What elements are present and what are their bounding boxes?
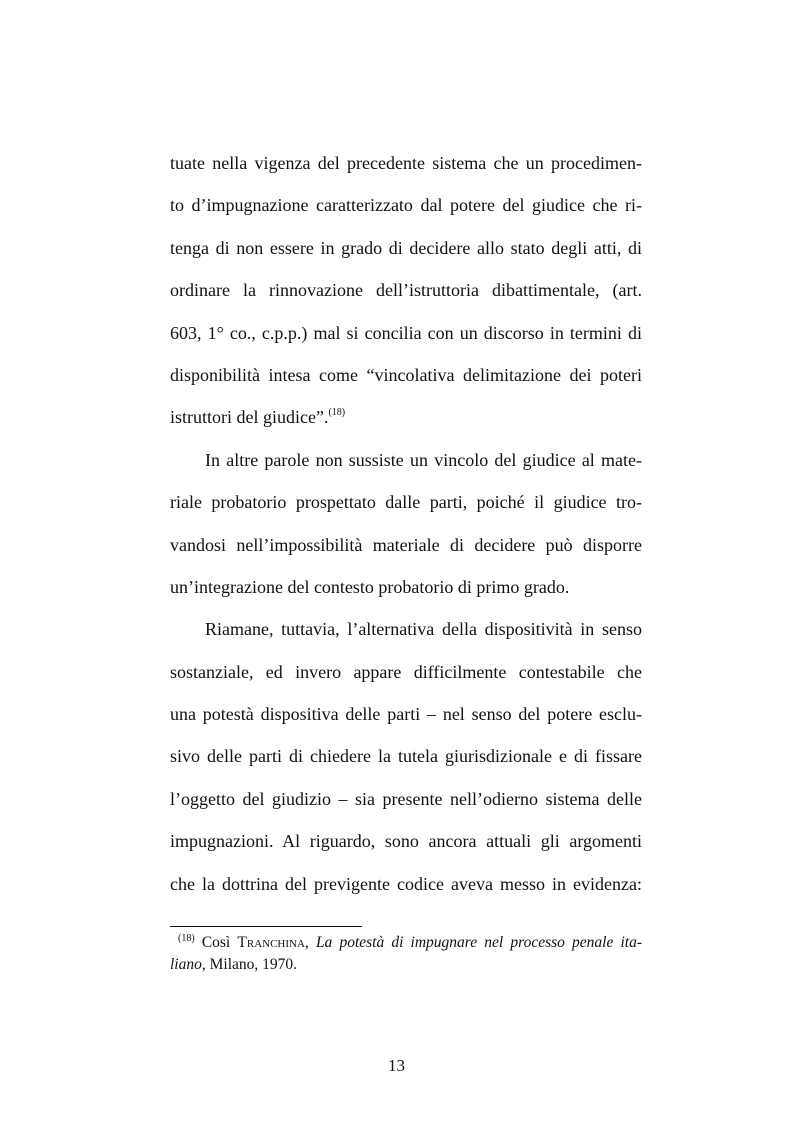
text-line: una potestà dispositiva delle parti – nel senso del potere esclu- [170,704,642,725]
body-text [170,142,642,905]
text-line: ordinare la rinnovazione dell’istruttoria dibattimentale, (art. [170,280,642,301]
text-line: 603, 1° co., c.p.p.) mal si concilia con un discorso in termini di [170,322,642,343]
footnote-line [170,954,642,976]
text-line: impugnazioni. Al riguardo, sono ancora attuali gli argomenti [170,831,642,852]
footnote-title: La potestà di impugnare nel processo penale ita- [315,934,643,951]
text-line: riale probatorio prospettato dalle parti, poiché il giudice tro- [170,492,642,513]
text-line: Riamane, tuttavia, l’alternativa della dispositività in senso [205,619,642,640]
footnote-marker: (18) [178,933,195,944]
text-line: sostanziale, ed invero appare difficilmente contestabile che [170,661,642,682]
text-line: istruttori del giudice”. [170,407,329,428]
footnote [170,932,642,976]
text-line: disponibilità intesa come “vincolativa delimitazione dei poteri [170,364,642,385]
text-line: tenga di non essere in grado di decidere allo stato degli atti, di [170,237,642,258]
text-line: vandosi nell’impossibilità materiale di decidere può disporre [170,534,642,555]
text-line: tuate nella vigenza del precedente sistema che un procedimen- [170,153,642,173]
footnote-author: Tranchina [237,934,305,951]
text-line: In altre parole non sussiste un vincolo del giudice al mate- [205,449,642,470]
text-line: sivo delle parti di chiedere la tutela giurisdizionale e di fissare [170,746,642,767]
page-number: 13 [388,1056,405,1075]
footnote-title-cont: liano [170,956,202,973]
footnote-cosi: Così [201,934,231,951]
text-line: che la dottrina del previgente codice aveva messo in evidenza: [170,873,642,894]
footnote-publication: , Milano, 1970. [201,956,298,973]
text-line-with-reference [170,396,642,438]
text-line: to d’impugnazione caratterizzato dal potere del giudice che ri- [170,195,642,216]
footnote-comma: , [304,934,309,951]
footnote-reference[interactable]: (18) [328,407,346,419]
text-line: un’integrazione del contesto probatorio di primo grado. [170,576,570,597]
footnote-line [170,932,642,954]
text-line: l’oggetto del giudizio – sia presente nell’odierno sistema delle [170,788,642,809]
footnote-divider [170,926,362,927]
